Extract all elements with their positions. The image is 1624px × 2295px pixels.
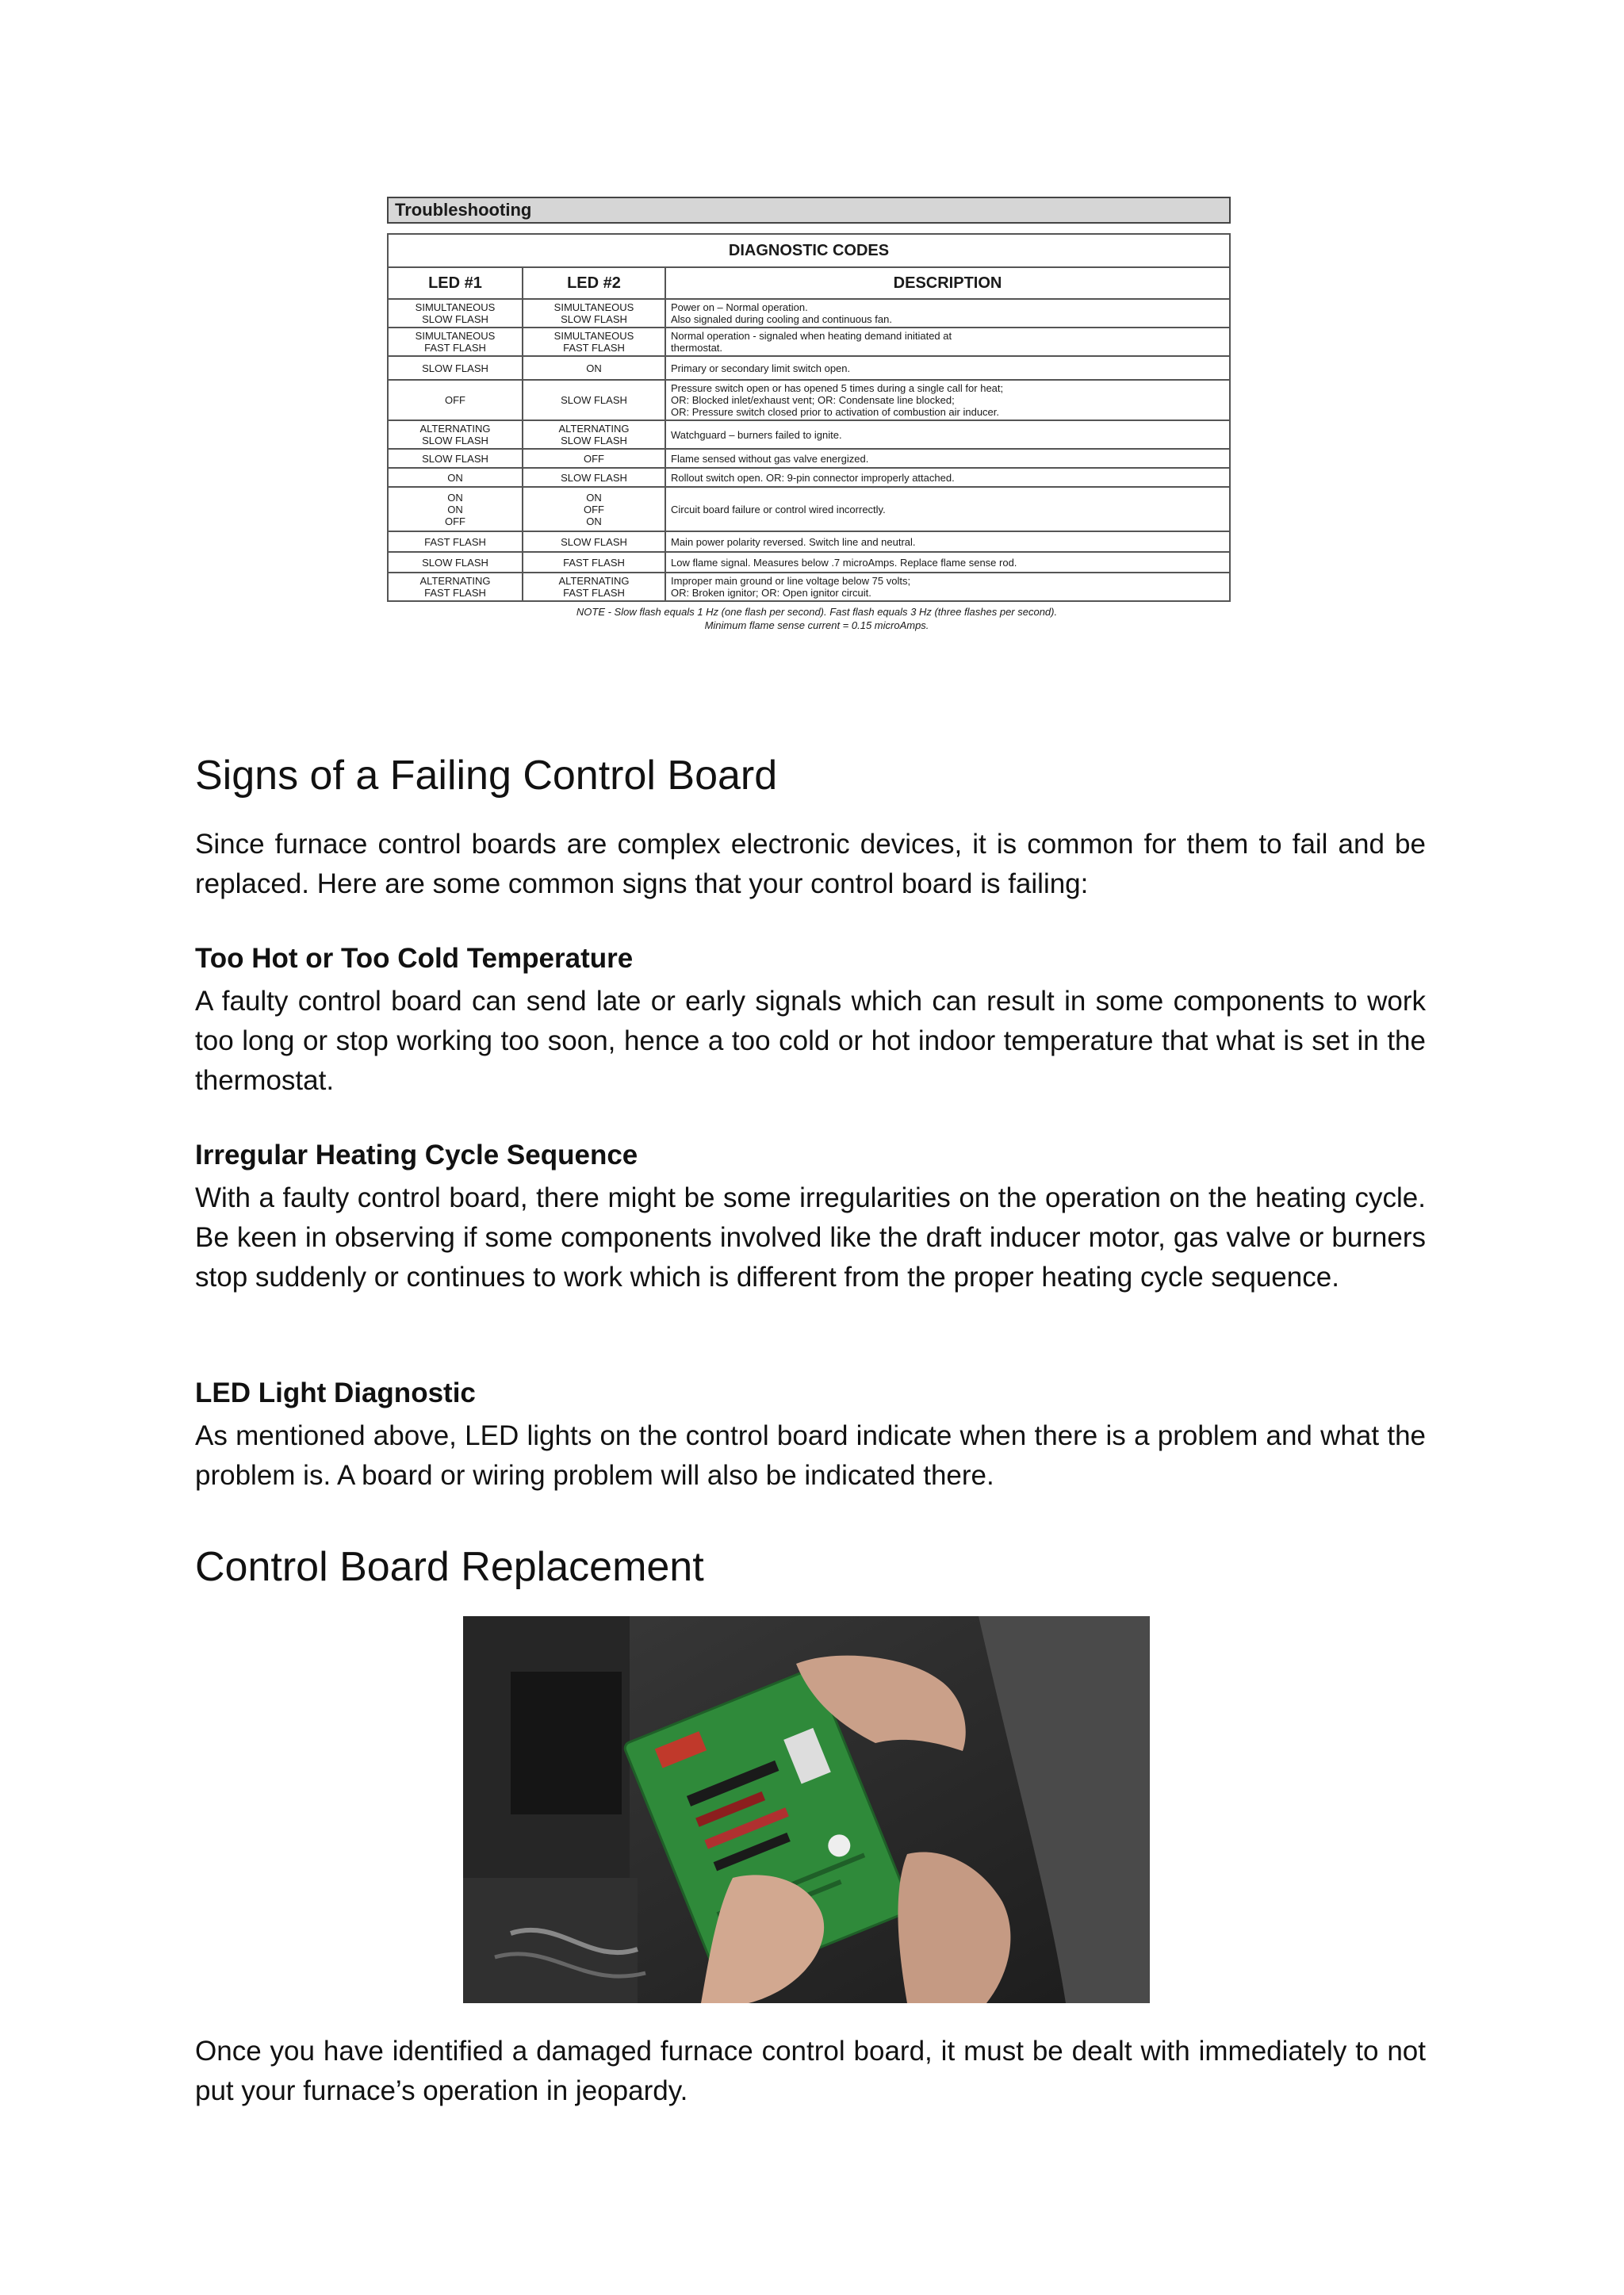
note-line-2: Minimum flame sense current = 0.15 microAmps. <box>704 619 929 631</box>
subheading-led-diagnostic: LED Light Diagnostic <box>195 1377 476 1408</box>
hands-holding-board-illustration <box>463 1616 1150 2003</box>
paragraph-temperature: A faulty control board can send late or early signals which can result in some components to work too long or stop working too soon, hence a too cold or hot indoor temperature that what is set in the thermostat. <box>195 986 1426 1096</box>
cell-led1: ON ON OFF <box>388 487 523 531</box>
section-heading-failing-board: Signs of a Failing Control Board <box>195 753 778 799</box>
paragraph-led-diagnostic: As mentioned above, LED lights on the control board indicate when there is a problem and what the problem is. A board or wiring problem will also be indicated there. <box>195 1420 1426 1491</box>
diagnostic-row <box>388 299 1230 328</box>
diagnostic-row <box>388 573 1230 601</box>
header-led2: LED #2 <box>523 267 665 299</box>
cell-led2: ON <box>523 356 665 380</box>
cell-description: Pressure switch open or has opened 5 times during a single call for heat; OR: Blocked inlet/exhaust vent; OR: Condensate line blocked; OR: Pressure switch closed prior to activation of combustion air inducer. <box>665 380 1230 420</box>
cell-description: Normal operation - signaled when heating demand initiated at thermostat. <box>665 328 1230 356</box>
cell-led1: OFF <box>388 380 523 420</box>
intro-paragraph: Since furnace control boards are complex electronic devices, it is common for them to fail and be replaced. Here are some common signs that your control board is failing: <box>195 829 1426 899</box>
cell-led2: SLOW FLASH <box>523 468 665 487</box>
cell-led1: SLOW FLASH <box>388 356 523 380</box>
cell-led1: ALTERNATING FAST FLASH <box>388 573 523 601</box>
closing-paragraph: Once you have identified a damaged furnace control board, it must be dealt with immediately to not put your furnace’s operation in jeopardy. <box>195 2036 1426 2106</box>
cell-led2: SIMULTANEOUS FAST FLASH <box>523 328 665 356</box>
troubleshooting-title: Troubleshooting <box>387 197 1231 224</box>
header-description: DESCRIPTION <box>665 267 1230 299</box>
cell-description: Flame sensed without gas valve energized. <box>665 449 1230 468</box>
diagnostic-row <box>388 356 1230 380</box>
note-line-1: NOTE - Slow flash equals 1 Hz (one flash per second). Fast flash equals 3 Hz (three flashes per second). <box>576 606 1058 618</box>
troubleshooting-table-image <box>387 197 1231 632</box>
diagnostic-row <box>388 380 1230 420</box>
cell-led2: SIMULTANEOUS SLOW FLASH <box>523 299 665 328</box>
control-board-photo <box>463 1616 1150 2003</box>
diagnostic-row <box>388 531 1230 552</box>
cell-led1: FAST FLASH <box>388 531 523 552</box>
cell-description: Watchguard – burners failed to ignite. <box>665 420 1230 449</box>
diagnostic-codes-caption: DIAGNOSTIC CODES <box>388 234 1230 267</box>
header-led1: LED #1 <box>388 267 523 299</box>
subheading-temperature: Too Hot or Too Cold Temperature <box>195 943 634 974</box>
cell-led2: ON OFF ON <box>523 487 665 531</box>
table-note <box>387 605 1231 632</box>
paragraph-heating-cycle: With a faulty control board, there might be some irregularities on the operation on the heating cycle. Be keen in observing if some components involved like the draft inducer motor, gas valve or burners stop suddenly or continues to work which is different from the proper heating cycle sequence. <box>195 1182 1426 1293</box>
cell-led2: OFF <box>523 449 665 468</box>
cell-led1: SLOW FLASH <box>388 552 523 573</box>
cell-led1: SIMULTANEOUS SLOW FLASH <box>388 299 523 328</box>
cell-led1: ALTERNATING SLOW FLASH <box>388 420 523 449</box>
diagnostic-row <box>388 449 1230 468</box>
cell-led1: SIMULTANEOUS FAST FLASH <box>388 328 523 356</box>
diagnostic-row <box>388 487 1230 531</box>
cell-description: Improper main ground or line voltage below 75 volts; OR: Broken ignitor; OR: Open ignitor circuit. <box>665 573 1230 601</box>
diagnostic-row <box>388 552 1230 573</box>
cell-led2: SLOW FLASH <box>523 380 665 420</box>
cell-led2: FAST FLASH <box>523 552 665 573</box>
cell-led2: ALTERNATING SLOW FLASH <box>523 420 665 449</box>
diagnostic-codes-table <box>387 233 1231 602</box>
cell-description: Main power polarity reversed. Switch line and neutral. <box>665 531 1230 552</box>
cell-description: Low flame signal. Measures below .7 microAmps. Replace flame sense rod. <box>665 552 1230 573</box>
diagnostic-row <box>388 328 1230 356</box>
cell-description: Circuit board failure or control wired incorrectly. <box>665 487 1230 531</box>
section-heading-replacement: Control Board Replacement <box>195 1544 704 1590</box>
cell-led2: ALTERNATING FAST FLASH <box>523 573 665 601</box>
cell-led2: SLOW FLASH <box>523 531 665 552</box>
cell-description: Primary or secondary limit switch open. <box>665 356 1230 380</box>
diagnostic-row <box>388 468 1230 487</box>
cell-led1: ON <box>388 468 523 487</box>
cell-description: Rollout switch open. OR: 9-pin connector improperly attached. <box>665 468 1230 487</box>
cell-led1: SLOW FLASH <box>388 449 523 468</box>
diagnostic-row <box>388 420 1230 449</box>
cell-description: Power on – Normal operation. Also signaled during cooling and continuous fan. <box>665 299 1230 328</box>
subheading-heating-cycle: Irregular Heating Cycle Sequence <box>195 1140 638 1170</box>
